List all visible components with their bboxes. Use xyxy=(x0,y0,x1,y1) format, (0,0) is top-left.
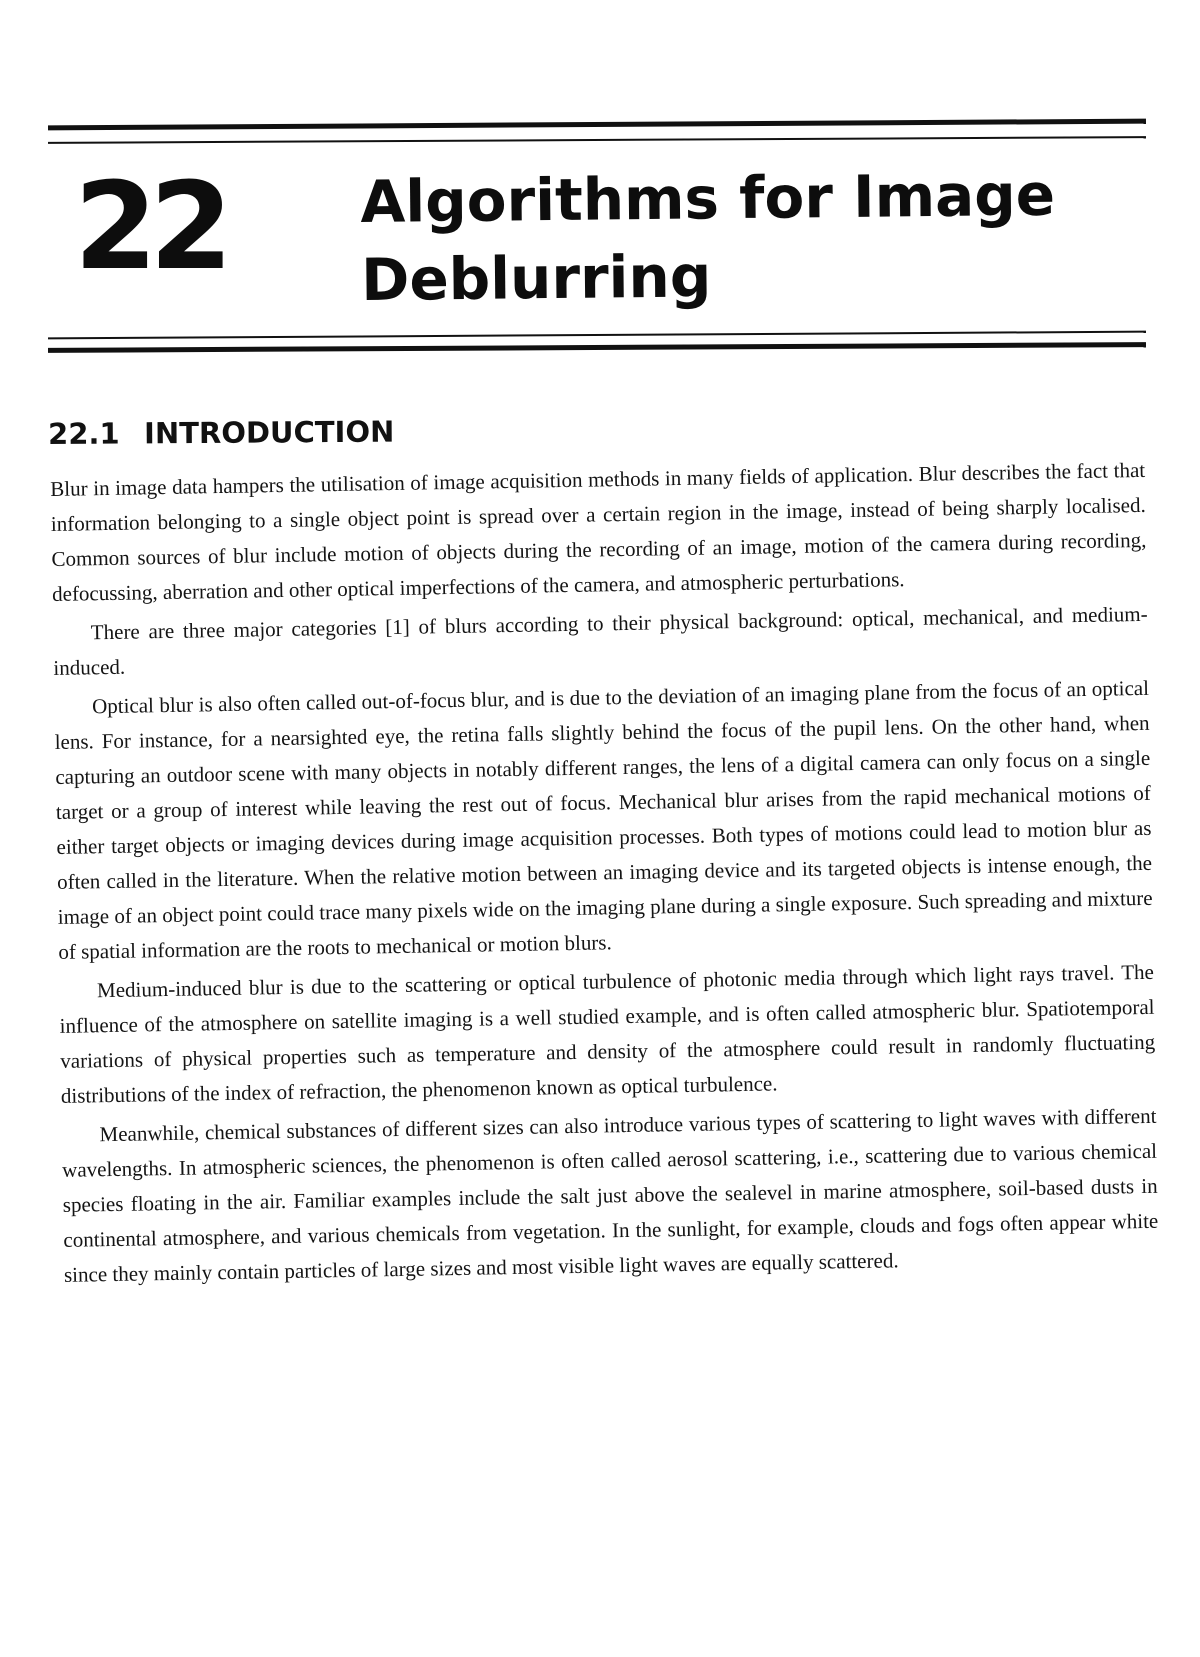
section-heading xyxy=(47,414,395,451)
chapter-number: 22 xyxy=(74,158,225,297)
section-title: INTRODUCTION xyxy=(143,414,395,451)
section-number: 22.1 xyxy=(47,416,120,451)
body-text xyxy=(50,453,1159,1297)
chapter-rule-bottom-thin xyxy=(48,331,1146,340)
paragraph: Blur in image data hampers the utilisation of image acquisition methods in many fields of application. Blur describes the fact that information belonging to a single object point is spread over a certain region in the image, instead of being sharply localised. Common sources of blur include motion of objects during the recording of an image, motion of the camera during recording, defocussing, aberration and other optical imperfections of the camera, and atmospheric perturbations. xyxy=(50,457,1147,606)
paragraph: Optical blur is also often called out-of-focus blur, and is due to the deviation of an imaging plane from the focus of an optical lens. For instance, for a nearsighted eye, the retina falls slightly behind the focus of the pupil lens. On the other hand, when capturing an outdoor scene with many objects in notably different ranges, the lens of a digital camera can only focus on a single target or a group of interest while leaving the rest out of focus. Mechanical blur arises from the rapid mechanical motions of either target objects or imaging devices during image acquisition processes. Both types of motions could lead to motion blur as often called in the literature. When the relative motion between an imaging device and its targeted objects is intense enough, the image of an object point could trace many pixels wide on the imaging plane during a single exposure. Such spreading and mixture of spatial information are the roots to mechanical or motion blurs. xyxy=(54,675,1153,964)
paragraph: There are three major categories [1] of blurs according to their physical background: optical, mechanical, and medium-induced. xyxy=(53,601,1148,680)
paragraph: Meanwhile, chemical substances of different sizes can also introduce various types of scattering to light waves with different wavelengths. In atmospheric sciences, the phenomenon is often called aerosol scattering, i.e., scattering due to various chemical species floating in the air. Familiar examples include the salt just above the sealevel in marine atmosphere, soil-based dusts in continental atmosphere, and various chemicals from vegetation. In the sunlight, for example, clouds and fogs often appear white since they mainly contain particles of large sizes and most visible light waves are equally scattered. xyxy=(61,1103,1159,1287)
chapter-title: Algorithms for Image Deblurring xyxy=(360,160,1056,314)
chapter-rule-top-thick xyxy=(48,119,1146,131)
paragraph: Medium-induced blur is due to the scattering or optical turbulence of photonic media through which light rays travel. The influence of the atmosphere on satellite imaging is a well studied example, and is often called atmospheric blur. Spatiotemporal variations of physical properties such as temperature and density of the atmosphere could result in randomly fluctuating distributions of the index of refraction, the phenomenon known as optical turbulence. xyxy=(59,959,1156,1108)
chapter-rule-bottom-thick xyxy=(48,342,1146,353)
chapter-rule-top-thin xyxy=(48,136,1146,144)
